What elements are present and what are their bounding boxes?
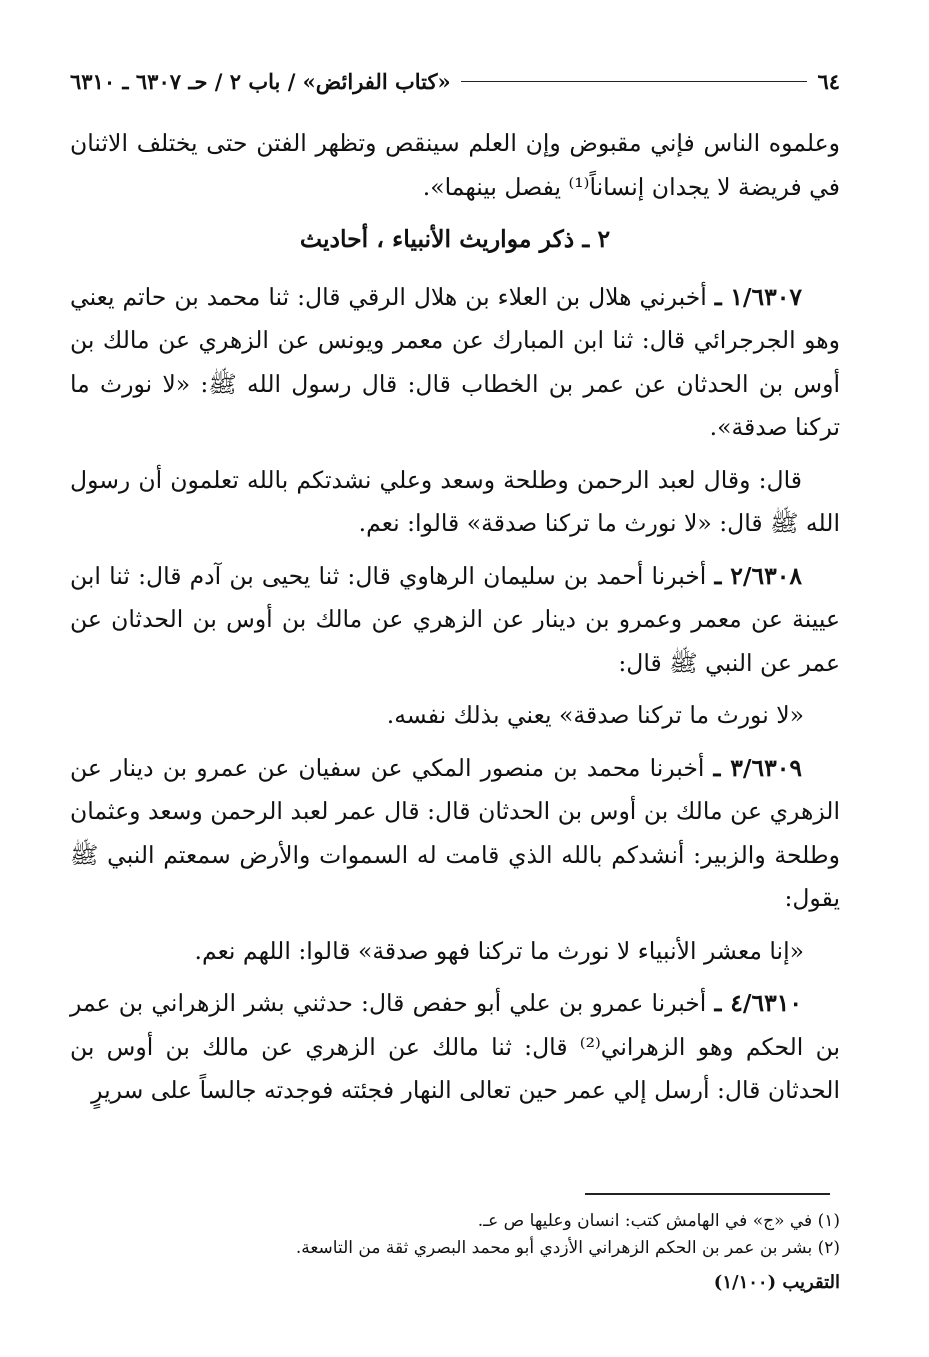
- running-title: «كتاب الفرائض» / باب ٢ / حـ ٦٣٠٧ ـ ٦٣١٠: [70, 68, 451, 94]
- hadith-text: أخبرنا عمرو بن علي أبو حفص قال: حدثني بشر الزهراني بن عمر بن الحكم وهو الزهراني⁽²⁾ قال: ثنا مالك عن الزهري عن مالك بن أوس بن الحدثان قال: أرسل إلي عمر حين تعالى النهار فجئته فوجدته جالساً على سريرٍ: [70, 989, 840, 1104]
- footnote-rule: [585, 1193, 830, 1195]
- source-reference: التقريب (١/١٠٠): [713, 1272, 840, 1293]
- header-rule: [461, 81, 808, 82]
- footnotes: [70, 1208, 840, 1262]
- hadith-text: أخبرني هلال بن العلاء بن هلال الرقي قال: ثنا محمد بن حاتم يعني وهو الجرجرائي قال: ثنا ابن المبارك عن معمر ويونس عن الزهري عن مالك بن أوس بن الحدثان عن عمر بن الخطاب قال: قال رسول الله ﷺ: «لا نورث ما تركنا صدقة».: [70, 282, 840, 441]
- main-text: [70, 122, 840, 1122]
- hadith-number: ٤/٦٣١٠ ـ: [714, 989, 802, 1017]
- hadith-6309: [70, 747, 840, 921]
- hadith-6307-continuation: قال: وقال لعبد الرحمن وطلحة وسعد وعلي نشدتكم بالله تعلمون أن رسول الله ﷺ قال: «لا نورث ما تركنا صدقة» قالوا: نعم.: [70, 465, 840, 537]
- hadith-6308-quote: «لا نورث ما تركنا صدقة» يعني بذلك نفسه.: [386, 701, 804, 729]
- page-header: [70, 66, 840, 96]
- footnote-1: (١) في «ج» في الهامش كتب: انسان وعليها ص عـ.: [477, 1211, 840, 1231]
- hadith-6309-quote: «إنا معشر الأنبياء لا نورث ما تركنا فهو صدقة» قالوا: اللهم نعم.: [194, 936, 804, 965]
- page-number: ٦٤: [817, 68, 840, 94]
- hadith-6310: [70, 982, 840, 1113]
- hadith-6308: [70, 555, 840, 686]
- hadith-number: ١/٦٣٠٧ ـ: [714, 282, 802, 311]
- section-title: ٢ ـ ذكر مواريث الأنبياء ، أحاديث: [299, 225, 611, 253]
- hadith-6307: [70, 276, 840, 450]
- hadith-number: ٢/٦٣٠٨ ـ: [714, 561, 802, 590]
- footnote-2: (٢) بشر بن عمر بن الحكم الزهراني الأزدي أبو محمد البصري ثقة من التاسعة.: [295, 1238, 840, 1258]
- hadith-number: ٣/٦٣٠٩ ـ: [713, 753, 802, 782]
- hadith-text: أخبرنا محمد بن منصور المكي عن سفيان عن عمرو بن دينار عن الزهري عن مالك بن أوس بن الحدثان قال: قال عمر لعبد الرحمن وسعد وعثمان وطلحة والزبير: أنشدكم بالله الذي قامت له السموات والأرض سمعتم النبي ﷺ يقول:: [70, 753, 840, 912]
- intro-paragraph: وعلموه الناس فإني مقبوض وإن العلم سينقص وتظهر الفتن حتى يختلف الاثنان في فريضة لا يجدان إنساناً⁽¹⁾ يفصل بينهما».: [70, 129, 840, 201]
- hadith-text: أخبرنا أحمد بن سليمان الرهاوي قال: ثنا يحيى بن آدم قال: ثنا ابن عيينة عن معمر وعمرو بن دينار عن الزهري عن مالك بن أوس بن الحدثان عن عمر عن النبي ﷺ قال:: [70, 561, 840, 677]
